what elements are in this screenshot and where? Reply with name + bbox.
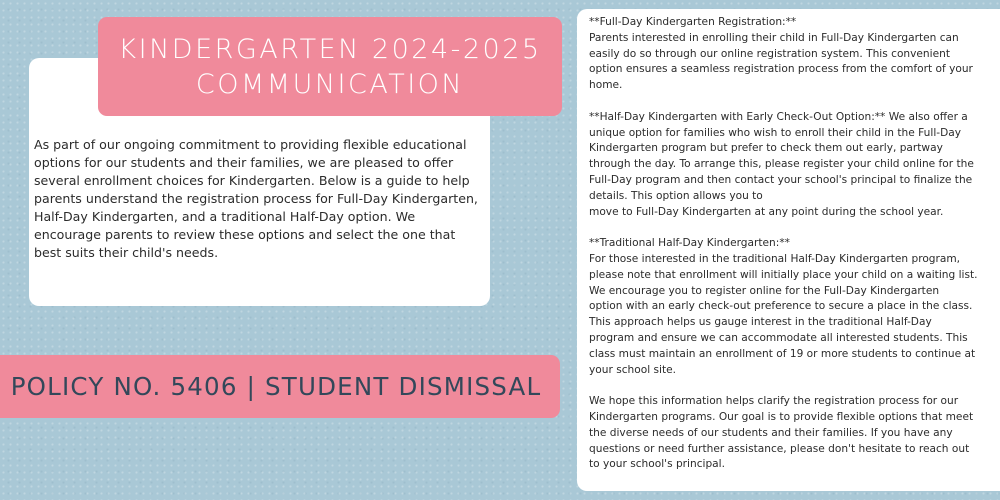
title-banner — [98, 17, 562, 116]
half-day-checkout-line: through the day. To arrange this, please register your child online for the — [589, 158, 974, 171]
policy-banner — [0, 355, 560, 418]
full-day-line: home. — [589, 79, 623, 92]
traditional-line: option with an early check-out preference to secure a place in the class. — [589, 300, 973, 313]
half-day-checkout-line: Kindergarten program but prefer to check them out early, partway — [589, 142, 943, 155]
full-day-heading: **Full-Day Kindergarten Registration:** — [589, 16, 797, 28]
closing-section — [589, 394, 1000, 473]
half-day-checkout-line: Full-Day program and then contact your school's principal to finalize the — [589, 173, 973, 186]
closing-line: questions or need further assistance, please don't hesitate to reach out — [589, 442, 970, 455]
title-line-2: COMMUNICATION — [195, 68, 465, 100]
half-day-checkout-section — [589, 110, 1000, 221]
traditional-line: your school site. — [589, 363, 677, 376]
traditional-heading: **Traditional Half-Day Kindergarten:** — [589, 237, 790, 250]
details-content — [589, 15, 1000, 489]
details-card — [577, 9, 1000, 491]
traditional-line: program and ensure we can accommodate all interested students. This — [589, 331, 968, 344]
closing-line: to your school's principal. — [589, 458, 725, 471]
closing-line: Kindergarten programs. Our goal is to provide flexible options that meet — [589, 410, 974, 423]
full-day-line: option ensures a seamless registration process from the comfort of your — [589, 63, 973, 76]
closing-line: We hope this information helps clarify the registration process for our — [589, 395, 959, 408]
half-day-checkout-line: details. This option allows you to — [589, 189, 763, 202]
intro-paragraph: As part of our ongoing commitment to providing flexible educational options for our students and their families, we are pleased to offer several enrollment choices for Kindergarten. Below is a guide to help parents understand the registration process for Full-Day Kindergarten, Half-Day Kindergarten, and a traditional Half-Day option. We encourage parents to review these options and select the one that best suits their child's needs. — [34, 137, 478, 260]
traditional-line: For those interested in the traditional Half-Day Kindergarten program, — [589, 252, 961, 265]
traditional-line: This approach helps us gauge interest in the traditional Half-Day — [589, 316, 932, 329]
half-day-checkout-line: unique option for families who wish to enroll their child in the Full-Day — [589, 126, 962, 139]
title-line-1: KINDERGARTEN 2024-2025 — [118, 33, 542, 65]
policy-label: POLICY NO. 5406 | STUDENT DISMISSAL — [10, 372, 542, 401]
traditional-line: We encourage you to register online for the Full-Day Kindergarten — [589, 284, 940, 297]
full-day-line: easily do so through our online registration system. This convenient — [589, 47, 950, 60]
traditional-section — [589, 236, 1000, 378]
full-day-line: Parents interested in enrolling their child in Full-Day Kindergarten can — [589, 31, 959, 44]
traditional-line: class must maintain an enrollment of 19 or more students to continue at — [589, 347, 976, 360]
half-day-checkout-line: move to Full-Day Kindergarten at any point during the school year. — [589, 205, 944, 218]
full-day-section — [589, 15, 1000, 94]
traditional-line: please note that enrollment will initially place your child on a waiting list. — [589, 268, 978, 281]
closing-line: the diverse needs of our students and their families. If you have any — [589, 426, 953, 439]
half-day-checkout-heading: **Half-Day Kindergarten with Early Check-Out Option:** We also offer a — [589, 110, 968, 123]
